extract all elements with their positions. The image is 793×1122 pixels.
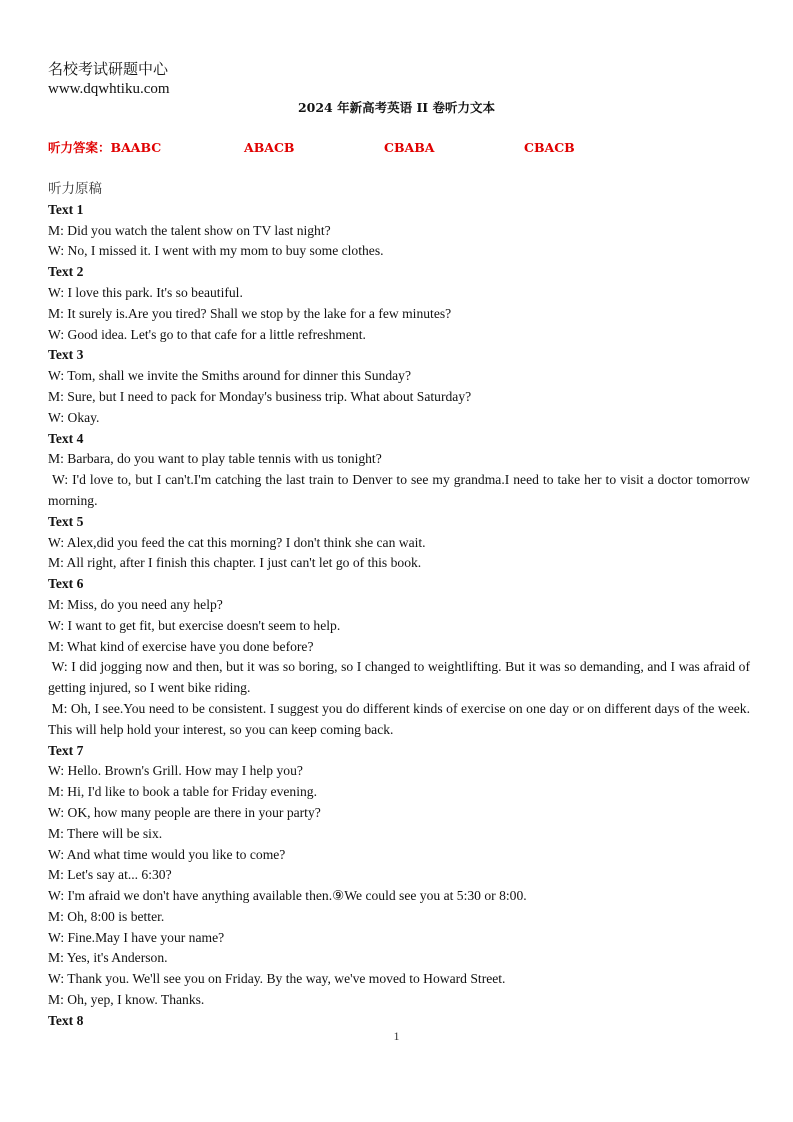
dialogue-line: W: I'd love to, but I can't.I'm catching the last train to Denver to see my grandma.I need to take her to visit a doctor tomorrow morning. bbox=[48, 472, 754, 508]
answer-key-value-4: CBACB bbox=[524, 140, 575, 155]
text-block bbox=[48, 574, 754, 740]
dialogue-line: W: I did jogging now and then, but it was so boring, so I changed to weightlifting. But it was so demanding, and I was afraid of getting injured, so I went bike riding. bbox=[48, 659, 754, 696]
dialogue-line: W: Tom, shall we invite the Smiths around for dinner this Sunday? bbox=[48, 368, 412, 384]
text-heading: Text 1 bbox=[48, 201, 84, 217]
dialogue-line: M: Oh, I see.You need to be consistent. I suggest you do different kinds of exercise on one day or on different days of the week. This will help hold your interest, so you can keep coming back. bbox=[48, 700, 754, 737]
header-organization-name: 名校考试研题中心 bbox=[48, 60, 169, 78]
dialogue-line: M: Did you watch the talent show on TV last night? bbox=[48, 222, 331, 238]
dialogue-line: W: Okay. bbox=[48, 409, 100, 425]
dialogue-line: W: Good idea. Let's go to that cafe for a little refreshment. bbox=[48, 326, 366, 342]
dialogue-line: M: Miss, do you need any help? bbox=[48, 596, 223, 612]
transcript-body bbox=[48, 179, 754, 1032]
document-title: 2024 年新高考英语 II 卷听力文本 bbox=[297, 100, 496, 115]
text-heading: Text 4 bbox=[48, 430, 84, 446]
answer-key-value-3: CBABA bbox=[384, 140, 435, 155]
answer-key-group-1 bbox=[48, 138, 161, 158]
dialogue-line: W: Fine.May I have your name? bbox=[48, 929, 225, 945]
dialogue-line: M: Sure, but I need to pack for Monday's business trip. What about Saturday? bbox=[48, 388, 472, 404]
text-heading: Text 5 bbox=[48, 513, 84, 529]
dialogue-line: M: Oh, yep, I know. Thanks. bbox=[48, 992, 205, 1008]
answer-key-value-1: BAABC bbox=[110, 140, 162, 155]
dialogue-line: M: What kind of exercise have you done before? bbox=[48, 638, 314, 654]
dialogue-line: M: Yes, it's Anderson. bbox=[48, 950, 168, 966]
dialogue-line: M: Oh, 8:00 is better. bbox=[48, 908, 165, 924]
dialogue-line: M: It surely is.Are you tired? Shall we stop by the lake for a few minutes? bbox=[48, 305, 452, 321]
dialogue-line: W: Alex,did you feed the cat this morning? I don't think she can wait. bbox=[48, 534, 426, 550]
dialogue-line: M: Barbara, do you want to play table tennis with us tonight? bbox=[48, 451, 382, 467]
text-heading: Text 7 bbox=[48, 742, 84, 758]
text-block bbox=[48, 429, 754, 512]
header-website-url: www.dqwhtiku.com bbox=[48, 81, 170, 97]
dialogue-line: M: Hi, I'd like to book a table for Friday evening. bbox=[48, 784, 317, 800]
text-block bbox=[48, 741, 750, 1011]
dialogue-line: M: There will be six. bbox=[48, 825, 163, 841]
dialogue-line: W: I'm afraid we don't have anything available then.⑨We could see you at 5:30 or 8:00. bbox=[48, 888, 527, 904]
text-block bbox=[48, 200, 750, 262]
text-heading: Text 2 bbox=[48, 264, 84, 280]
dialogue-line: W: I want to get fit, but exercise doesn't seem to help. bbox=[48, 617, 341, 633]
text-block bbox=[48, 345, 750, 428]
text-heading: Text 3 bbox=[48, 347, 84, 363]
dialogue-line: W: OK, how many people are there in your party? bbox=[48, 804, 321, 820]
dialogue-line: M: All right, after I finish this chapter. I just can't let go of this book. bbox=[48, 555, 422, 571]
dialogue-line: W: Thank you. We'll see you on Friday. By the way, we've moved to Howard Street. bbox=[48, 971, 506, 987]
section-label: 听力原稿 bbox=[48, 181, 102, 197]
answer-key-value-2: ABACB bbox=[244, 140, 295, 155]
answer-key-label: 听力答案： bbox=[48, 140, 111, 155]
text-block bbox=[48, 512, 750, 574]
text-heading: Text 8 bbox=[48, 1012, 84, 1028]
dialogue-line: M: Let's say at... 6:30? bbox=[48, 867, 172, 883]
text-heading: Text 6 bbox=[48, 576, 84, 592]
dialogue-line: W: I love this park. It's so beautiful. bbox=[48, 284, 243, 300]
dialogue-line: W: And what time would you like to come? bbox=[48, 846, 286, 862]
text-block bbox=[48, 262, 750, 345]
dialogue-line: W: No, I missed it. I went with my mom to buy some clothes. bbox=[48, 243, 384, 259]
dialogue-line: W: Hello. Brown's Grill. How may I help you? bbox=[48, 763, 303, 779]
page-number: 1 bbox=[393, 1029, 400, 1043]
answer-key-row bbox=[0, 138, 793, 158]
